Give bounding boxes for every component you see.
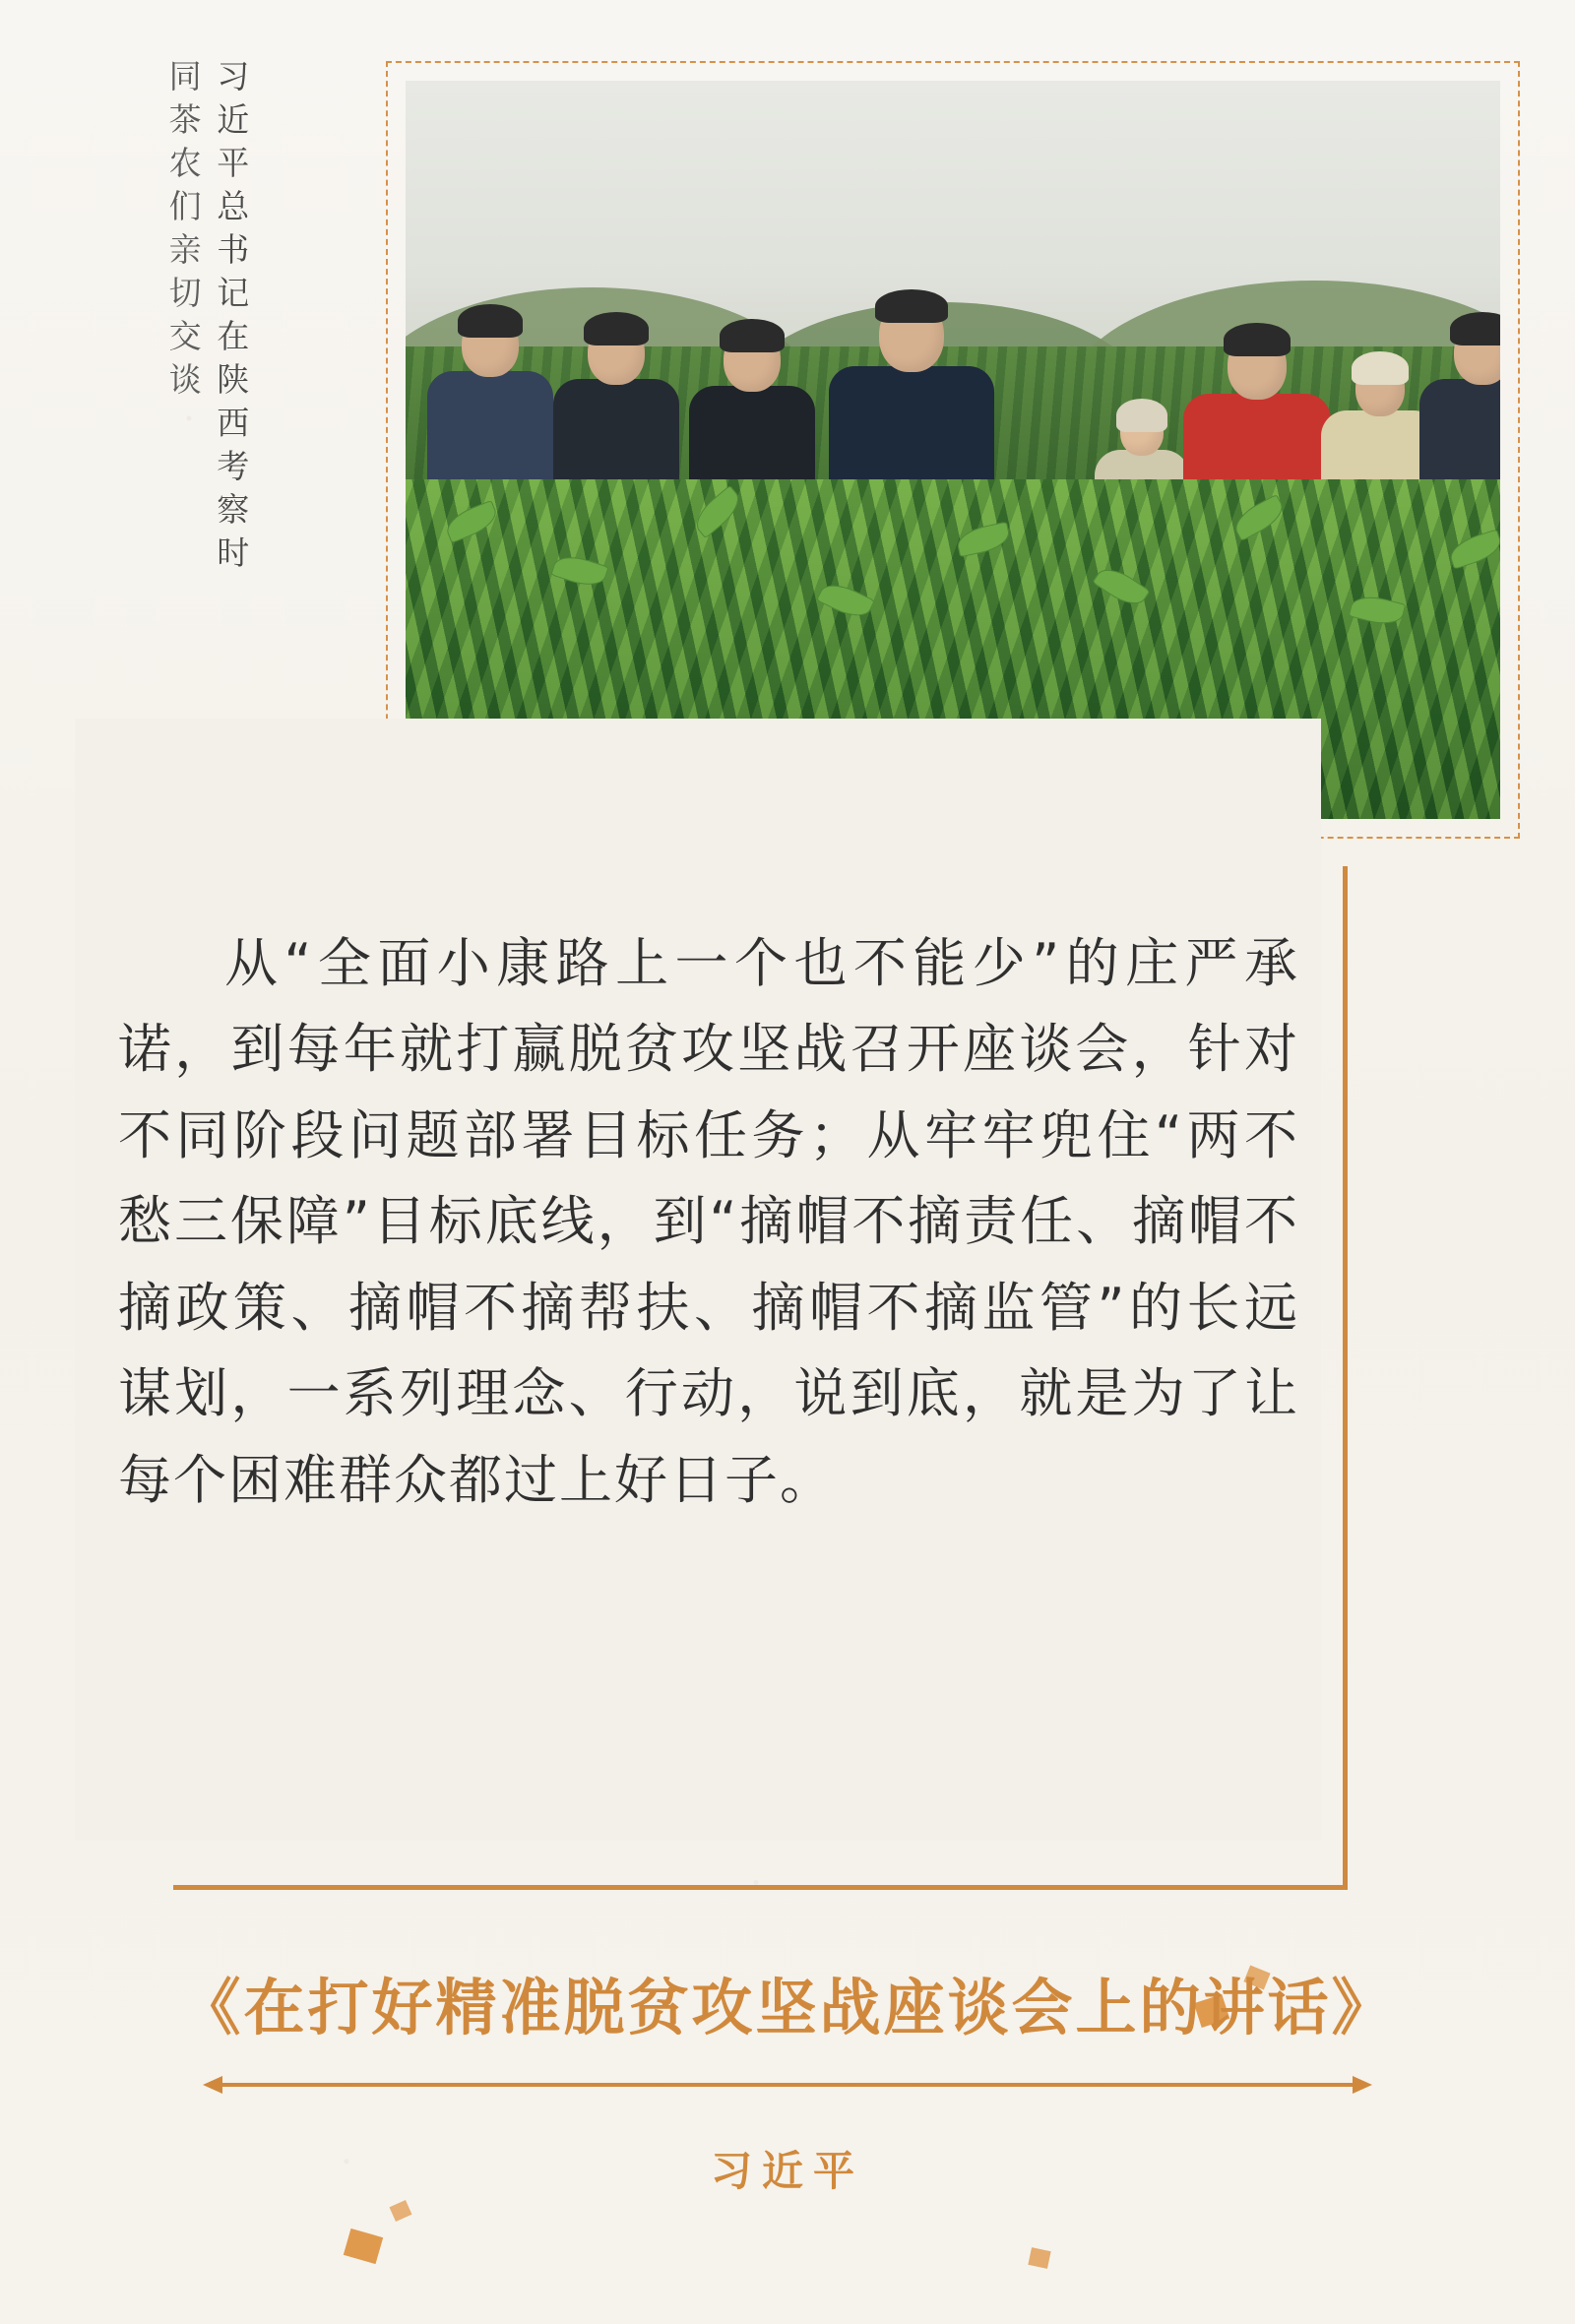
footer-block xyxy=(0,1959,1575,2198)
photo-person-head xyxy=(1120,407,1164,456)
photo-person-head xyxy=(462,312,519,377)
photo-person-hair xyxy=(1450,312,1500,345)
arrow-right-icon xyxy=(1353,2076,1372,2094)
vertical-title-block xyxy=(163,59,251,579)
decor-square xyxy=(390,2200,412,2222)
author-name: 习近平 xyxy=(710,2147,864,2195)
photo-person-hair xyxy=(875,289,948,323)
photo-person-head xyxy=(588,320,645,385)
photo-person-hat xyxy=(1352,351,1409,385)
photo-person-hat xyxy=(1116,399,1167,432)
arrow-left-icon xyxy=(203,2076,222,2094)
photo-person-hair xyxy=(584,312,649,345)
title-column-primary: 习近平总书记在陕西考察时 xyxy=(212,59,251,579)
title-column-secondary: 同茶农们亲切交谈 xyxy=(163,59,203,406)
photo-person-head xyxy=(1228,331,1287,400)
photo-person-head xyxy=(1454,320,1500,385)
photo-person-head xyxy=(879,297,944,372)
photo-person-hair xyxy=(720,319,785,352)
speech-title: 《在打好精准脱贫攻坚战座谈会上的讲话》 xyxy=(179,1972,1396,2043)
double-arrow-divider xyxy=(187,2072,1388,2098)
photo-person-head xyxy=(1355,359,1405,416)
decor-square xyxy=(1028,2247,1050,2269)
photo-person-hair xyxy=(1224,323,1291,356)
body-paragraph: 从“全面小康路上一个也不能少”的庄严承诺，到每年就打赢脱贫攻坚战召开座谈会，针对不同阶段问题部署目标任务；从牢牢兜住“两不愁三保障”目标底线，到“摘帽不摘责任、摘帽不摘政策、摘帽不摘帮扶、摘帽不摘监管”的长远谋划，一系列理念、行动，说到底，就是为了让每个困难群众都过上好日子。 xyxy=(118,932,1299,1511)
photo-person-head xyxy=(724,327,781,392)
accent-rule-vertical xyxy=(1343,866,1348,1890)
divider-line xyxy=(220,2083,1354,2087)
photo-person-hair xyxy=(458,304,523,338)
decor-square xyxy=(344,2229,383,2264)
photograph xyxy=(406,81,1500,819)
accent-rule-horizontal xyxy=(173,1885,1348,1890)
